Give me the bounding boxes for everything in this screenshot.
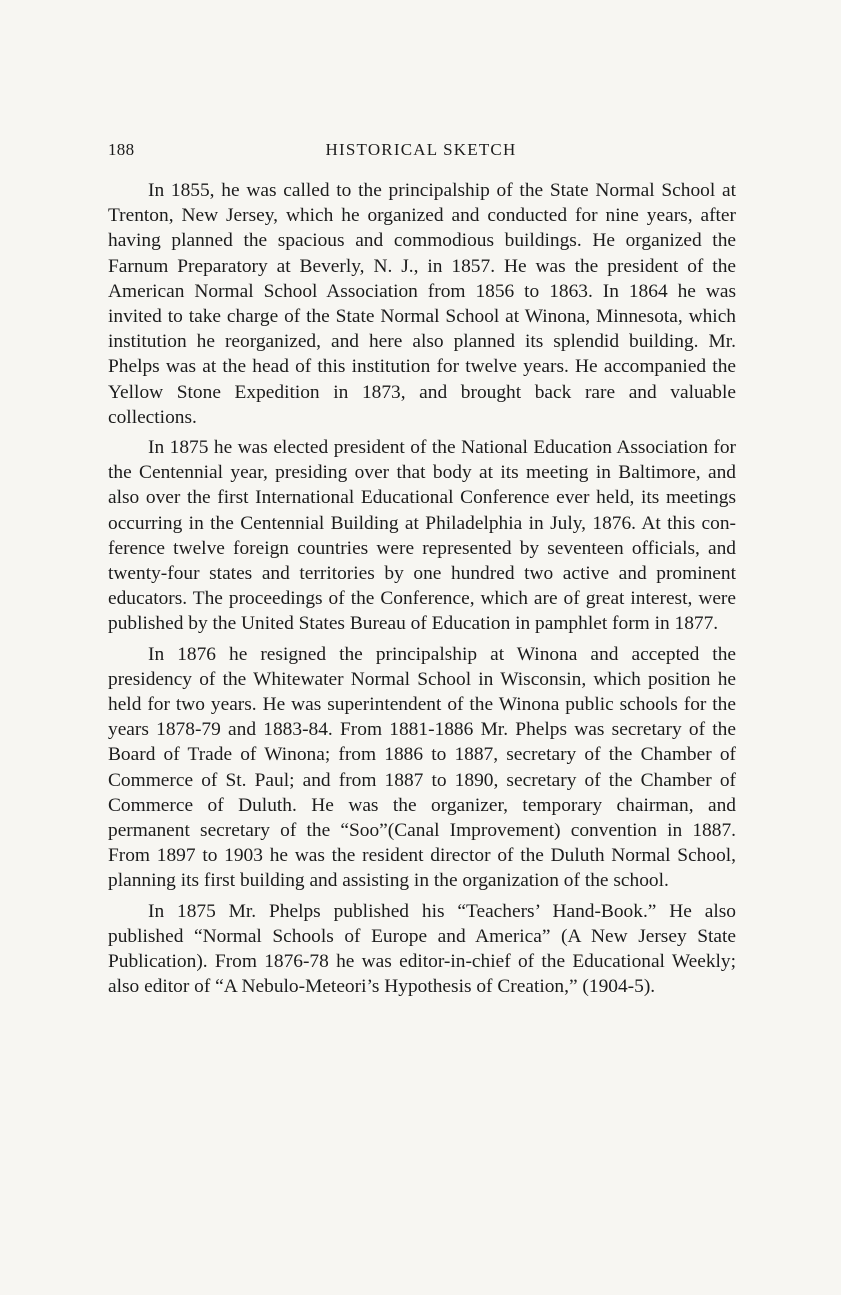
paragraph-4: In 1875 Mr. Phelps published his “Teachers’ Hand-Book.” He also published “Normal Schools of Europe and America” (A New Jersey State Publication). From 1876-78 he was editor-in-chief of the Educational Weekly; also editor of “A Nebulo-Meteori’s Hypothesis of Creation,” (1904-5). <box>108 900 736 998</box>
body-text <box>108 178 736 1005</box>
page-header <box>108 140 734 166</box>
paragraph-1: In 1855, he was called to the principalship of the State Normal School at Trenton, New Jersey, which he organized and conducted for nine years, after having planned the spacious and commodious buildings. He organized the Farnum Preparatory at Beverly, N. J., in 1857. He was the president of the American Normal School Association from 1856 to 1863. In 1864 he was invited to take charge of the State Normal School at Winona, Minnesota, which institution he reorganized, and here also planned its splendid building. Mr. Phelps was at the head of this institution for twelve years. He accompanied the Yellow Stone Expedition in 1873, and brought back rare and valuable collections. <box>108 180 736 428</box>
running-head: HISTORICAL SKETCH <box>325 140 517 159</box>
paragraph-2: In 1875 he was elected president of the National Education Association for the Centennial year, presiding over that body at its meeting in Baltimore, and also over the first International Educational Conference ever held, its meetings occurring in the Centennial Building at Philadelphia in July, 1876. At this conference twelve foreign countries were represented by seventeen officials, and twenty-four states and territories by one hundred two active and prominent educators. The proceedings of the Conference, which are of great interest, were published by the United States Bureau of Education in pamphlet form in 1877. <box>108 437 736 635</box>
paragraph-3: In 1876 he resigned the principalship at Winona and accepted the presidency of the Whitewater Normal School in Wisconsin, which position he held for two years. He was superintendent of the Winona public schools for the years 1878-79 and 1883-84. From 1881-1886 Mr. Phelps was secretary of the Board of Trade of Winona; from 1886 to 1887, secretary of the Chamber of Commerce of St. Paul; and from 1887 to 1890, secretary of the Chamber of Commerce of Duluth. He was the organizer, temporary chairman, and permanent secretary of the “Soo”(Canal Improvement) convention in 1887. From 1897 to 1903 he was the resident director of the Duluth Normal School, planning its first building and assisting in the organization of the school. <box>108 643 736 892</box>
page-number: 188 <box>108 140 135 159</box>
